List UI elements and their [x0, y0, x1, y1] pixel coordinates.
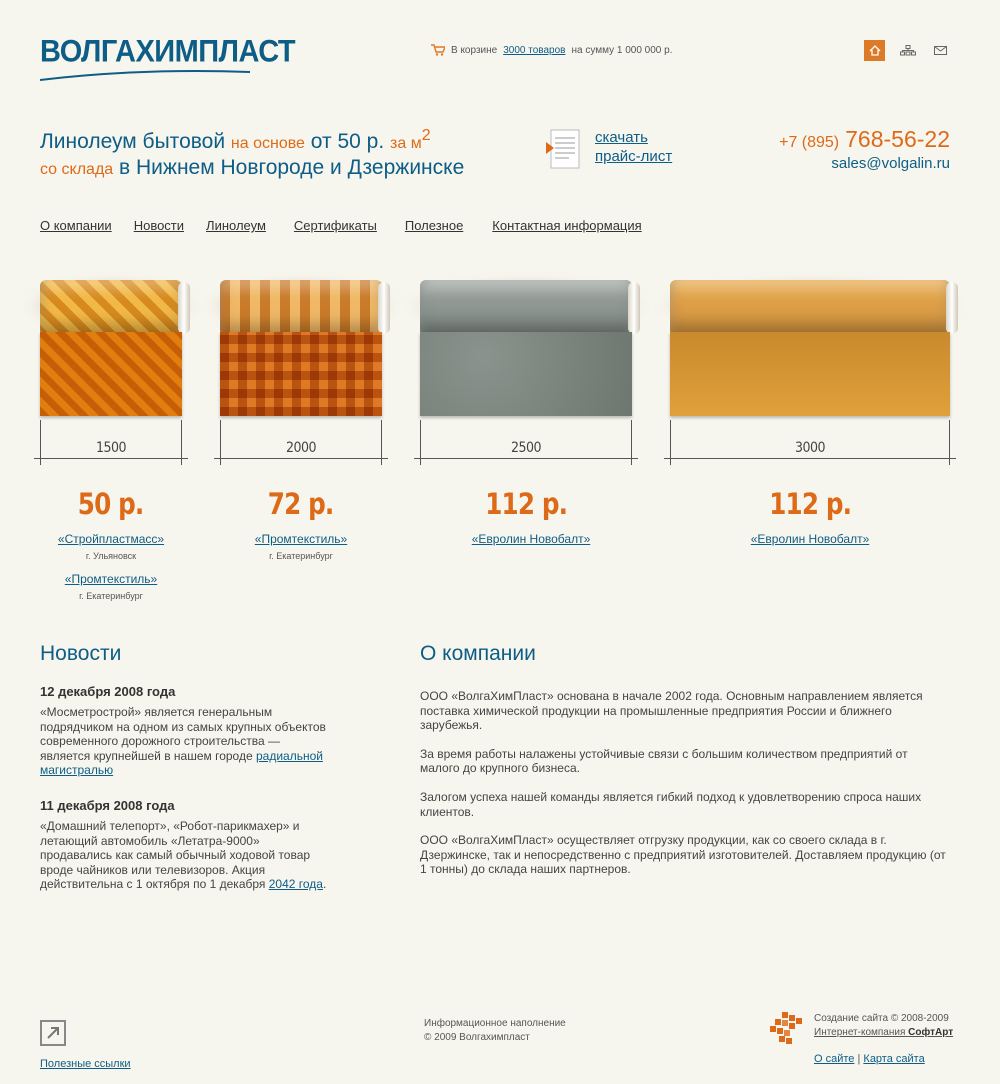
news-item	[40, 798, 330, 892]
mail-icon[interactable]	[930, 40, 951, 61]
supplier-link[interactable]: «Промтекстиль»	[254, 532, 348, 546]
about-title: О компании	[420, 642, 536, 665]
news-body: «Мосметрострой» является генеральным подрядчиком на одном из самых крупных объектов современного дорожного строительства — является крупнейшей в нашем городе	[40, 705, 326, 763]
dimension-2500	[420, 420, 632, 465]
about-site-link[interactable]: О сайте	[814, 1053, 855, 1065]
footer-info-line1: Информационное наполнение	[424, 1018, 566, 1029]
nav-contacts[interactable]: Контактная информация	[492, 218, 642, 233]
nav-linoleum[interactable]: Линолеум	[206, 218, 266, 233]
slogan	[40, 124, 464, 182]
softart-logo-icon[interactable]	[770, 1012, 802, 1044]
main-nav	[40, 218, 664, 233]
supplier-link[interactable]: «Стройпластмасс»	[57, 532, 165, 546]
cart-icon[interactable]	[431, 44, 445, 56]
supplier-item	[40, 530, 182, 561]
dev-name: СофтАрт	[908, 1027, 954, 1038]
news-text	[40, 819, 330, 892]
footer-info-line2: © 2009 Волгахимпласт	[424, 1032, 530, 1043]
logo-text: ВОЛГАХИМПЛАСТ	[40, 34, 296, 70]
slogan-part2: на основе	[230, 135, 305, 152]
dimension-2000	[220, 420, 382, 465]
news-date: 11 декабря 2008 года	[40, 797, 175, 813]
price-value: 50 р.	[78, 487, 144, 521]
width-label: 1500	[95, 440, 127, 456]
cart-suffix: на сумму 1 000 000 р.	[571, 44, 673, 56]
cart-prefix: В корзине	[451, 44, 498, 56]
about-paragraph: За время работы налажены устойчивые связи с большим количеством предприятий от малого до крупного бизнеса.	[420, 746, 908, 776]
about-paragraph: Залогом успеха нашей команды является гибкий подход к удовлетворению спроса наших клиентов.	[420, 789, 922, 819]
linoleum-roll-3000[interactable]	[670, 280, 950, 416]
dimension-1500	[40, 420, 182, 465]
supplier-item	[220, 530, 382, 561]
price-3000	[670, 487, 950, 521]
home-icon[interactable]	[864, 40, 885, 61]
sitemap-icon[interactable]	[897, 40, 918, 61]
about-paragraph: ООО «ВолгаХимПласт» осуществляет отгрузку продукции, как со своего склада в г. Дзержинске, так и непосредственно с предприятий изготовителей. Доставляем продукцию (от 1 тонны) до склада наших партнеров.	[420, 833, 946, 877]
news-link[interactable]: 2042 года	[268, 877, 323, 892]
slogan-part3: от 50 р.	[310, 130, 385, 153]
useful-links-link[interactable]: Полезные ссылки	[40, 1058, 131, 1070]
width-label: 3000	[794, 440, 826, 456]
news-link[interactable]: радиальной магистралью	[40, 748, 323, 778]
price-value: 112 р.	[769, 487, 851, 521]
supplier-link[interactable]: «Евролин Новобалт»	[471, 532, 591, 546]
price-2000	[220, 487, 382, 521]
footer-separator: |	[857, 1053, 861, 1065]
slogan-part4: за м	[390, 135, 422, 152]
supplier-link[interactable]: «Промтекстиль»	[64, 572, 158, 586]
linoleum-roll-2500[interactable]	[420, 280, 632, 416]
slogan-line2-part2: в Нижнем Новгороде и Дзержинске	[119, 156, 465, 179]
supplier-city: г. Ульяновск	[85, 551, 137, 561]
contacts	[779, 126, 950, 172]
supplier-city: г. Екатеринбург	[269, 551, 333, 561]
linoleum-roll-2000[interactable]	[220, 280, 382, 416]
price-value: 112 р.	[485, 487, 567, 521]
about-paragraph: ООО «ВолгаХимПласт» основана в начале 2002 года. Основным направлением является поставка химической продукции на промышленные предприятия России и ближнего зарубежья.	[420, 689, 923, 733]
price-list-download[interactable]	[545, 128, 672, 170]
nav-about[interactable]: О компании	[40, 218, 112, 233]
download-link[interactable]: скачать	[595, 129, 648, 146]
linoleum-roll-1500[interactable]	[40, 280, 182, 416]
slogan-part1: Линолеум бытовой	[40, 130, 226, 153]
slogan-line2-part1: со склада	[40, 161, 114, 178]
news-tail: .	[322, 877, 327, 892]
price-list-link[interactable]: прайс-лист	[595, 148, 673, 165]
arrow-link-icon[interactable]	[40, 1020, 66, 1046]
dev-line1: Создание сайта © 2008-2009	[814, 1013, 949, 1024]
news-item	[40, 684, 330, 778]
nav-certificates[interactable]: Сертификаты	[293, 218, 377, 233]
dev-company-link[interactable]	[814, 1027, 953, 1038]
dev-prefix: Интернет-компания	[814, 1027, 906, 1038]
phone-code: +7 (895)	[779, 134, 840, 151]
logo[interactable]	[40, 34, 296, 70]
email[interactable]: sales@volgalin.ru	[831, 155, 950, 172]
width-label: 2500	[510, 440, 542, 456]
footer-developer	[770, 1012, 953, 1044]
footer-info	[424, 1017, 566, 1045]
logo-swoosh-icon	[40, 68, 252, 82]
news-date: 12 декабря 2008 года	[40, 684, 176, 699]
nav-useful[interactable]: Полезное	[404, 218, 464, 233]
supplier-link[interactable]: «Евролин Новобалт»	[750, 532, 870, 546]
about-section	[420, 642, 950, 877]
slogan-sup: 2	[421, 127, 431, 144]
supplier-item	[670, 530, 950, 548]
supplier-item	[40, 570, 182, 601]
news-body: «Домашний телепорт», «Робот-парикмахер» и летающий автомобиль «Летатра-9000» продавались как самый обычный ходовой товар вроде чайников или телевизоров. Акция действительна с 1 октября по 1 декабря	[40, 818, 311, 892]
news-section	[40, 642, 330, 892]
price-value: 72 р.	[268, 487, 334, 521]
price-1500	[40, 487, 182, 521]
nav-news[interactable]: Новости	[133, 218, 185, 233]
footer-nav	[814, 1053, 925, 1065]
price-2500	[420, 487, 632, 521]
news-text	[40, 705, 330, 778]
useful-links	[40, 1020, 131, 1072]
cart-items-link[interactable]: 3000 товаров	[503, 44, 566, 56]
top-icons	[864, 40, 951, 61]
sitemap-link[interactable]: Карта сайта	[863, 1053, 925, 1065]
supplier-city: г. Екатеринбург	[79, 591, 143, 601]
supplier-item	[420, 530, 642, 548]
dimension-3000	[670, 420, 950, 465]
document-icon[interactable]	[545, 128, 581, 170]
news-title: Новости	[40, 642, 122, 665]
width-label: 2000	[285, 440, 317, 456]
phone-number: 768-56-22	[845, 126, 950, 152]
cart-summary	[431, 44, 672, 56]
